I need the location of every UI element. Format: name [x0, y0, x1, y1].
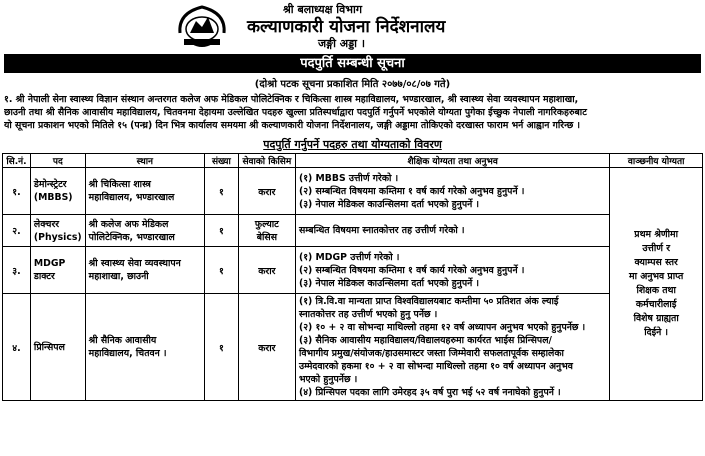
qualification-line: (३) नेपाल मेडिकल काउन्सिलमा दर्ता भएको हुनुपर्ने । — [298, 198, 480, 210]
row-sn: ४. — [3, 294, 31, 401]
place-line: श्री सैनिक आवासीय — [88, 335, 157, 346]
vacancy-table — [2, 153, 703, 401]
qualification-line: (१) MBBS उत्तीर्ण गरेको । — [298, 172, 399, 184]
place-line: श्री कलेज अफ मेडिकल — [88, 218, 169, 230]
table-row — [3, 215, 703, 247]
desired-line: कर्मचारीलाई — [635, 299, 677, 310]
col-header-service: सेवाको किसिम — [238, 154, 295, 168]
place-line: महाविद्यालय, भण्डारखाल — [88, 192, 175, 203]
office-name: कल्याणकारी योजना निर्देशनालय — [247, 17, 446, 37]
desired-line: क्याम्पस स्तर — [634, 257, 678, 268]
place-line: महाविद्यालय, चितवन । — [88, 348, 167, 359]
service-line: बेसिस — [256, 231, 278, 243]
table-row — [3, 294, 703, 401]
office-location: जङ्गी अड्डा । — [318, 37, 366, 50]
qualification-line: (२) सम्बन्धित विषयमा कम्तिमा १ वर्ष कार्य गरेको अनुभव हुनुपर्ने । — [298, 185, 525, 197]
row-service: करार — [238, 247, 295, 294]
row-place — [85, 247, 204, 294]
table-header-row — [3, 154, 703, 168]
desired-line: उत्तीर्ण र — [642, 243, 670, 254]
post-line: डेमोन्स्ट्रेटर — [33, 179, 67, 190]
row-sn: १. — [3, 168, 31, 215]
row-place — [85, 168, 204, 215]
place-line: महाशाखा, छाउनी — [88, 271, 149, 282]
government-emblem — [176, 3, 228, 49]
desired-line: विशेष ग्राह्यता — [633, 313, 679, 324]
qualification-line: भएको हुनुपर्नेछ । — [298, 374, 358, 385]
row-qualification — [295, 294, 609, 401]
qualification-line: (२) सम्बन्धित विषयमा कम्तिमा १ वर्ष कार्य गरेको अनुभव हुनुपर्ने । — [298, 264, 525, 276]
row-count: १ — [205, 215, 239, 247]
table-heading: पदपुर्ति गर्नुपर्ने पदहरु तथा योग्यताको विवरण — [263, 138, 442, 151]
desired-qualification — [610, 168, 703, 401]
place-line: पोलिटेक्निक, भण्डारखाल — [88, 231, 175, 243]
row-count: १ — [205, 247, 239, 294]
qualification-line: (४) प्रिन्सिपल पदका लागि उमेरहद ३५ वर्ष पुरा भई ५२ वर्ष ननाघेको हुनुपर्ने । — [298, 387, 561, 398]
post-line: (Physics) — [33, 231, 82, 243]
post-line: लेक्चरर — [33, 218, 60, 230]
row-qualification — [295, 215, 609, 247]
desired-line: मा अनुभव प्राप्त — [629, 271, 684, 282]
qualification-line: विभागीय प्रमुख/संयोजक/हाउसमास्टर जस्ता जिम्मेवारी सफलतापूर्वक सम्हालेका — [298, 348, 564, 359]
post-line: डाक्टर — [33, 271, 55, 282]
post-line: MDGP — [33, 258, 66, 269]
col-header-place: स्थान — [85, 154, 204, 168]
notice-date: (दोश्रो पटक सूचना प्रकाशित मिति २०७७/०८/०७ गते) — [254, 79, 451, 90]
desired-line: दिईने । — [644, 327, 669, 338]
desired-line: शिक्षक तथा — [636, 285, 676, 296]
row-post — [30, 294, 85, 401]
col-header-count: संख्या — [205, 154, 239, 168]
qualification-line: (३) सैनिक आवासीय महाविद्यालय/विद्यालयहरुमा कार्यरत भाईस प्रिन्सिपल/ — [298, 335, 552, 346]
row-count: १ — [205, 168, 239, 215]
department-name: श्री बलाध्यक्ष विभाग — [283, 3, 363, 16]
table-row — [3, 247, 703, 294]
row-place — [85, 215, 204, 247]
row-count: १ — [205, 294, 239, 401]
col-header-sn: सि.नं. — [3, 154, 31, 168]
intro-paragraph — [4, 93, 701, 132]
intro-line: यो सूचना प्रकाशन भएको मितिले १५ (पन्ध्र) दिन भित्र कार्यालय समयमा श्री कल्याणकारी योजना निर्देशनालय, जङ्गी अड्डामा तोकिएको दरखास्त फाराम भर्न आह्वान गरिन्छ । — [4, 120, 581, 131]
place-line: श्री स्वास्थ्य सेवा व्यवस्थापन — [88, 258, 181, 269]
row-place — [85, 294, 204, 401]
row-post — [30, 247, 85, 294]
post-line: प्रिन्सिपल — [33, 341, 65, 353]
row-service: करार — [238, 168, 295, 215]
service-line: फुल्याट — [254, 218, 279, 230]
qualification-line: (३) नेपाल मेडिकल काउन्सिलमा दर्ता भएको हुनुपर्ने । — [298, 277, 480, 289]
qualification-line: स्नातकोत्तर तह उत्तीर्ण भएको हुनु पर्नेछ । — [298, 309, 438, 320]
col-header-post: पद — [30, 154, 85, 168]
qualification-line: उम्मेदवारको हकमा १० + २ वा सोभन्दा माथिल्लो तहमा १० वर्ष अध्यापन अनुभव — [298, 361, 573, 372]
col-header-qualification: शैक्षिक योग्यता तथा अनुभव — [295, 154, 609, 168]
notice-banner: पदपुर्ति सम्बन्धी सूचना — [4, 54, 701, 73]
table-row — [3, 168, 703, 215]
row-qualification — [295, 247, 609, 294]
qualification-line: सम्बन्धित विषयमा स्नातकोत्तर तह उत्तीर्ण गरेको । — [298, 225, 465, 236]
desired-line: प्रथम श्रेणीमा — [634, 229, 679, 240]
row-service — [238, 215, 295, 247]
place-line: श्री चिकित्सा शास्त्र — [88, 179, 151, 190]
row-sn: २. — [3, 215, 31, 247]
row-sn: ३. — [3, 247, 31, 294]
row-qualification — [295, 168, 609, 215]
post-line: (MBBS) — [33, 192, 73, 203]
row-post — [30, 168, 85, 215]
row-service: करार — [238, 294, 295, 401]
qualification-line: (२) १० + २ वा सोभन्दा माथिल्लो तहमा १२ वर्ष अध्यापन अनुभव भएको हुनुपर्नेछ । — [298, 322, 586, 333]
col-header-desired: वाञ्छनीय योग्यता — [610, 154, 703, 168]
row-post — [30, 215, 85, 247]
qualification-line: (१) MDGP उत्तीर्ण गरेको । — [298, 251, 400, 263]
intro-line: १. श्री नेपाली सेना स्वास्थ्य विज्ञान संस्थान अन्तरगत कलेज अफ मेडिकल पोलिटेक्निक र चिकित्सा शास्त्र महाविद्यालय, भण्डारखाल, श्री स्वास्थ्य सेवा व्यवस्थापन महाशाखा, — [4, 94, 579, 105]
intro-line: छाउनी तथा श्री सैनिक आवासीय महाविद्यालय, चितवनमा देहायमा उल्लेखित पदहरु खुल्ला प्रतिस्पर्धाद्वारा पदपुर्ति गर्नुपर्ने भएकोले योग्यता पुगेका ईच्छुक नेपाली नागरिकहरुबाट — [4, 107, 587, 118]
qualification-line: (१) त्रि.वि.वा मान्यता प्राप्त विश्वविद्यालयबाट कम्तीमा ५० प्रतिशत अंक ल्याई — [298, 296, 559, 307]
